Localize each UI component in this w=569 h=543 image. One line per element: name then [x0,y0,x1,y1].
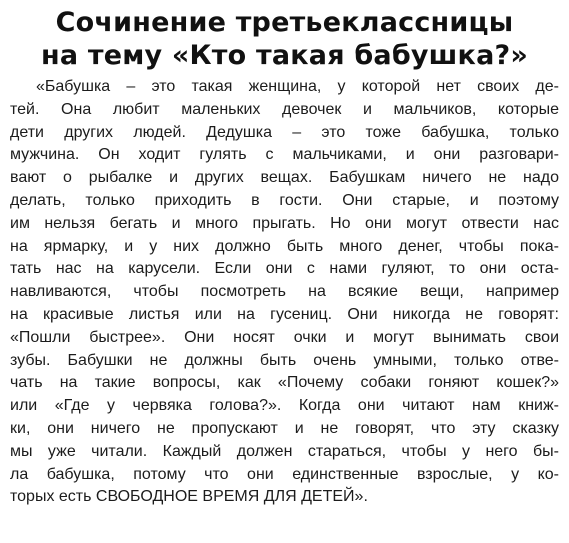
article-line: мы уже читали. Каждый должен стараться, чтобы у него бы- [10,442,559,460]
article-line: навливаются, чтобы посмотреть на всякие вещи, например [10,283,559,301]
article-line: зубы. Бабушки не должны быть очень умными, только отве- [10,351,559,369]
article-line: мужчина. Он ходит гулять с мальчиками, и они разговари- [10,146,559,164]
headline-line-2: на тему «Кто такая бабушка?» [40,40,528,71]
headline-line-1: Сочинение третьеклассницы [55,7,514,38]
article-line: ла бабушка, потому что они единственные взрослые, у ко- [10,465,559,483]
article-line: вают о рыбалке и других вещах. Бабушкам ничего не надо [10,169,559,187]
article-line: чать на такие вопросы, как «Почему собаки гоняют кошек?» [10,374,559,392]
article-line: «Пошли быстрее». Они носят очки и могут вынимать свои [10,328,559,346]
article-line: торых есть СВОБОДНОЕ ВРЕМЯ ДЛЯ ДЕТЕЙ». [10,488,368,506]
article-body [8,76,561,509]
article-line: или «Где у червяка голова?». Когда они читают нам книж- [10,397,559,415]
article-line: тать нас на карусели. Если они с нами гуляют, то они оста- [10,260,559,278]
article-line: делать, только приходить в гости. Они старые, и поэтому [10,191,559,209]
article-line: ки, они ничего не пропускают и не говорят, что эту сказку [10,419,559,437]
article-line: им нельзя бегать и много прыгать. Но они могут отвести нас [10,214,559,232]
article-line: тей. Она любит маленьких девочек и мальчиков, которые [10,100,559,118]
article-line: «Бабушка – это такая женщина, у которой нет своих де- [36,78,559,95]
article-line: дети других людей. Дедушка – это тоже бабушка, только [10,123,559,141]
article-line: на красивые листья или на гусениц. Они никогда не говорят: [10,305,559,323]
headline [8,6,561,72]
article-line: на ярмарку, и у них должно быть много денег, чтобы пока- [10,237,559,255]
